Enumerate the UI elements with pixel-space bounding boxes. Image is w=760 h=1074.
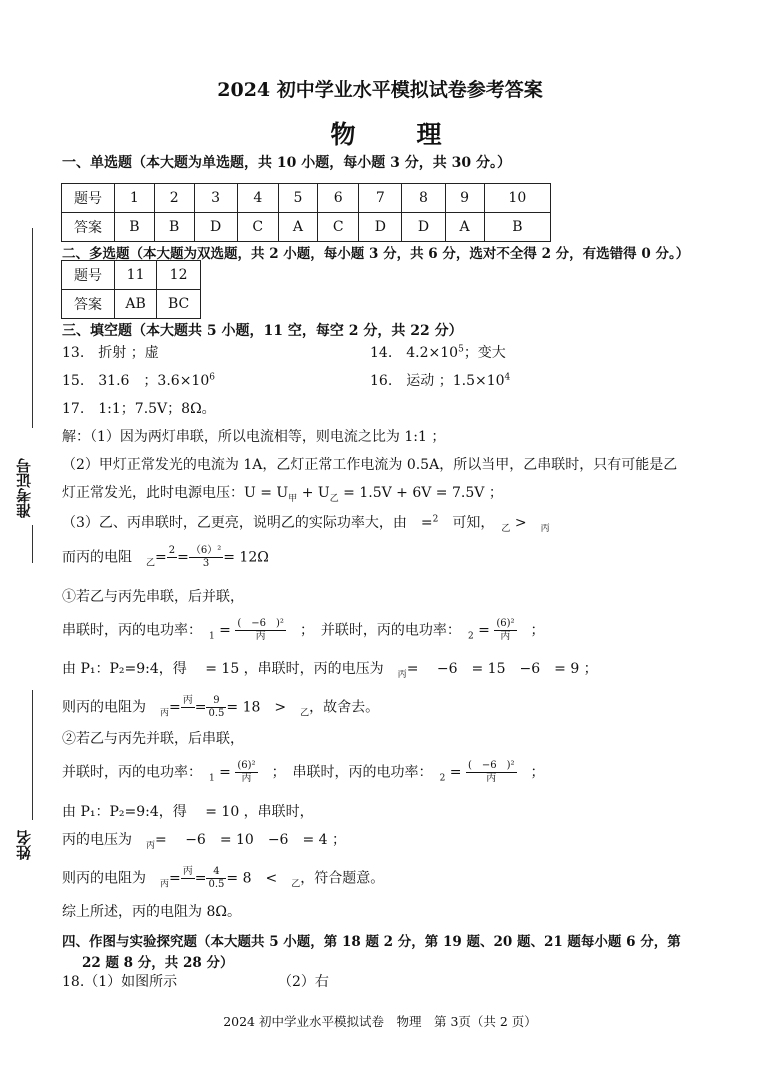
fraction [167,545,177,570]
numerator: ( −6 )² [237,618,284,629]
text: + U [297,485,330,501]
numerator: （6）² [190,545,222,556]
text: = [155,549,167,566]
fraction [466,760,517,785]
case1-resistance: 则丙的电阻为 $_丙$= 丙 = $\frac{9}{0.5}$ = 18 > $_乙$，故舍去。 [62,695,380,719]
question-cell: 3 [194,184,237,213]
answer-row [62,290,201,319]
case1-power: 串联时，丙的电功率： $_1$ = $\frac{\text{( −6 )²}}{\text{丙}}$ ； 并联时，丙的电功率： $_2$ = $\frac{\text{(6)²}}{\text{丙}}$ ； [62,618,545,642]
subscript: 乙 [146,558,156,569]
text: ，符合题意。 [300,870,385,887]
denominator: 0.5 [208,879,225,890]
text: = −6 = 15 −6 = 9 ； [406,661,598,677]
question-cell: 2 [154,184,194,213]
answer-cell: A [445,213,484,242]
answer-14-value: 14. 4.2×10 [370,345,459,361]
subscript: 2 [439,773,446,784]
answer-cell: C [318,213,359,242]
text: 可知， [452,515,488,531]
page-footer: 2024 初中学业水平模拟试卷 物理 第 3页（共 2 页） [223,1014,537,1029]
question-number-row [62,184,551,213]
numerator: 丙 [182,695,193,706]
subscript: 丙 [160,879,170,890]
text: 则丙的电阻为 [62,870,146,887]
denominator [181,879,195,891]
answer-cell: B [484,213,550,242]
answer-cell: A [278,213,317,242]
denominator: 丙 [500,631,511,642]
text: = 18 > [226,699,287,716]
subscript: 甲 [288,493,298,504]
question-cell: 12 [157,261,201,290]
text: 丙的电压为 [62,832,132,848]
text: = 8 < [226,870,278,887]
text: 灯正常发光，此时电源电压：U = U [62,485,289,501]
answer-cell: D [194,213,237,242]
solution-part-3-line1 [62,512,550,534]
text: = −6 = 10 −6 = 4 ； [155,832,347,848]
subscript: 丙 [146,840,156,851]
text: ； 串联时，丙的电功率： [271,764,426,781]
solution-part-1: 解：（1）因为两灯串联，所以电流相等，则电流之比为 1:1 ； [62,429,446,445]
answer-18-part1: 18.（1）如图所示 [62,974,178,990]
subscript: 丙 [540,523,550,534]
case2-title: ②若乙与丙先并联，后串联， [62,731,244,747]
text: （3）乙、丙串联时，乙更亮，说明乙的实际功率大，由 = [62,515,433,531]
question-cell: 1 [115,184,155,213]
subscript: 乙 [291,879,301,890]
row-header: 答案 [62,213,115,242]
numerator: ( −6 )² [467,760,515,771]
denominator: 丙 [241,773,252,784]
answer-14 [370,342,506,362]
answer-cell: D [359,213,402,242]
answer-17: 17. 1:1；7.5V；8Ω。 [62,401,216,417]
answer-18-part2: （2）右 [278,974,329,990]
subscript: 1 [209,773,215,784]
denominator: 丙 [486,773,497,784]
numerator: 丙 [182,866,193,877]
fraction [206,695,226,720]
exam-number-label: 准考证号 [15,458,33,518]
question-number-row [62,261,201,290]
fraction [206,866,226,891]
subscript: 丙 [160,708,170,719]
case2-current: 由 P₁：P₂=9:4，得 = 10 ，串联时， [62,804,314,820]
question-cell: 6 [318,184,359,213]
text: > [514,515,527,531]
numerator: (6)² [237,760,256,771]
answer-cell: B [154,213,194,242]
text: = [177,549,189,566]
name-label: 姓名 [15,830,33,860]
answer-13: 13. 折射 ；虚 [62,345,159,361]
fraction [189,545,223,570]
text: 而丙的电阻 [62,549,132,566]
answer-16-value: 16. 运动 ；1.5×10 [370,373,505,389]
denominator [181,708,195,720]
text: ，故舍去。 [309,699,380,716]
section3-heading: 三、填空题（本大题共 5 小题，11 空，每空 2 分，共 22 分） [62,323,463,339]
multi-choice-answer-table [61,260,201,319]
text: 由 P₁：P₂=9:4，得 = 15 ，串联时，丙的电压为 [62,661,384,677]
answer-cell: BC [157,290,201,319]
case2-voltage [62,829,346,851]
answer-cell: B [115,213,155,242]
resistance-calc [62,545,269,570]
numerator: 2 [168,545,176,556]
question-cell: 5 [278,184,317,213]
row-header: 题号 [62,261,115,290]
exponent: 4 [504,372,511,383]
text: ； [530,622,545,639]
subscript: 乙 [300,708,310,719]
fraction [235,760,257,785]
superscript: 2 [432,514,439,525]
text: ； 并联时，丙的电功率： [299,622,454,639]
case1-voltage [62,658,598,680]
numerator: 4 [206,866,226,879]
text: 并联时，丙的电功率： [62,764,195,781]
binding-line-lower [32,690,33,820]
text: ； [530,764,545,781]
numerator: 9 [206,695,226,708]
question-cell: 9 [445,184,484,213]
section4-heading-line1: 四、作图与实验探究题（本大题共 5 小题，第 18 题 2 分，第 19 题、20 题、21 题每小题 6 分，第 [62,934,681,950]
document-title: 2024 初中学业水平模拟试卷参考答案 [217,79,543,101]
question-cell: 11 [115,261,157,290]
answer-cell: AB [115,290,157,319]
subject-title: 物 理 [330,120,460,149]
subscript: 1 [209,631,215,642]
text: 串联时，丙的电功率： [62,622,195,639]
solution-part-2-line1: （2）甲灯正常发光的电流为 1A，乙灯正常工作电流为 0.5A，所以当甲，乙串联时，只有可能是乙 [62,457,678,473]
answer-15-value: 15. 31.6 ；3.6×10 [62,373,210,389]
numerator: (6)² [496,618,515,629]
row-header: 答案 [62,290,115,319]
fraction [494,618,516,643]
question-cell: 10 [484,184,550,213]
exponent: 6 [209,372,215,383]
binding-line-mid [32,525,33,563]
subscript: 丙 [397,669,407,680]
binding-line-top [32,228,33,428]
case2-power: 并联时，丙的电功率： $_1$ = $\frac{\text{(6)²}}{\text{丙}}$ ； 串联时，丙的电功率： $_2$ = $\frac{\text{( −6 )²}}{\text{丙}}$ ； [62,760,545,784]
answer-cell: D [402,213,445,242]
answer-cell: C [237,213,278,242]
answer-14-value-b: ；变大 [463,345,506,361]
answer-16 [370,370,510,390]
single-choice-answer-table [61,183,551,242]
answer-row [62,213,551,242]
subscript: 乙 [501,523,511,534]
conclusion: 综上所述，丙的电阻为 8Ω。 [62,904,241,920]
subscript: 乙 [329,493,339,504]
exponent: 5 [458,344,464,355]
text: = 12Ω [223,549,269,566]
denominator: 丙 [255,631,266,642]
text: = 1.5V + 6V = 7.5V ； [338,485,503,501]
subscript: 2 [467,631,474,642]
fraction [235,618,286,643]
question-cell: 7 [359,184,402,213]
solution-part-2-line2 [62,482,503,504]
section2-heading: 二、多选题（本大题为双选题，共 2 小题，每小题 3 分，共 6 分，选对不全得 2 分，有选错得 0 分。） [62,246,690,262]
fraction [181,695,195,720]
answer-15 [62,370,215,390]
section1-heading: 一、单选题（本大题为单选题，共 10 小题，每小题 3 分，共 30 分。） [62,155,511,171]
case2-resistance: 则丙的电阻为 $_丙$= 丙 = $\frac{4}{0.5}$ = 8 < $_乙$，符合题意。 [62,866,385,890]
denominator [167,558,177,570]
question-cell: 8 [402,184,445,213]
question-cell: 4 [237,184,278,213]
denominator: 0.5 [208,708,225,719]
text: 则丙的电阻为 [62,699,146,716]
case1-title: ①若乙与丙先串联，后并联， [62,589,244,605]
row-header: 题号 [62,184,115,213]
denominator: 3 [202,558,210,569]
section4-heading-line2: 22 题 8 分，共 28 分） [82,955,234,971]
fraction [181,866,195,891]
